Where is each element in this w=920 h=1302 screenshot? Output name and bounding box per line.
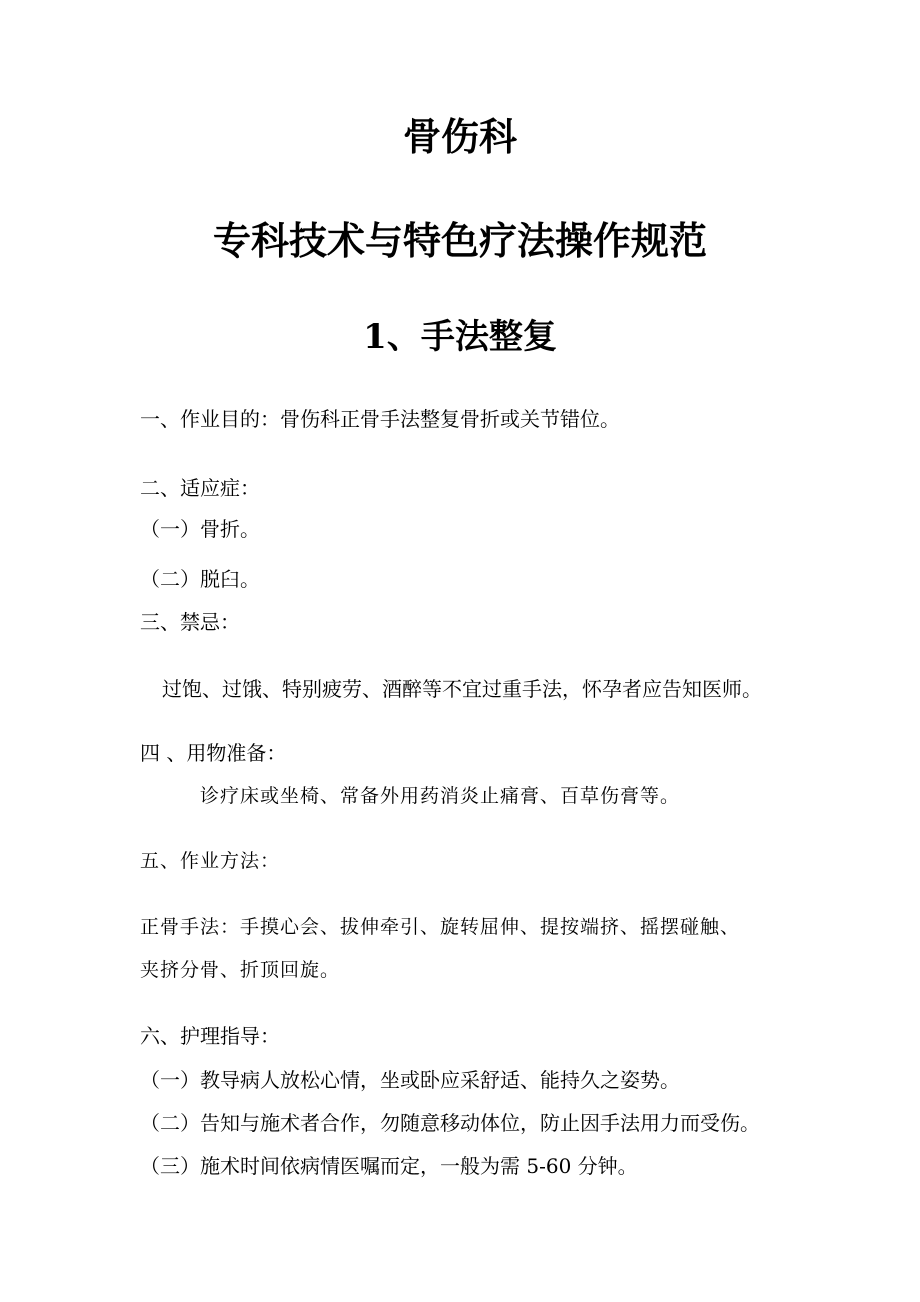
document-title-department: 骨伤科: [402, 114, 517, 159]
section-title: 1、手法整复: [363, 317, 557, 357]
paragraph-materials: 诊疗床或坐椅、常备外用药消炎止痛膏、百草伤膏等。: [200, 785, 681, 807]
heading-materials: 四 、用物准备：: [140, 741, 287, 765]
nursing-item-3: （三）施术时间依病情医嘱而定，一般为需 5-60 分钟。: [140, 1154, 638, 1178]
document-title-main: 专科技术与特色疗法操作规范: [212, 218, 707, 263]
list-item-fracture: （一）骨折。: [140, 517, 260, 541]
nursing-item-1: （一）教导病人放松心情，坐或卧应采舒适、能持久之姿势。: [140, 1068, 680, 1092]
paragraph-contraindications: 过饱、过饿、特别疲劳、酒醉等不宜过重手法，怀孕者应告知医师。: [162, 677, 762, 701]
paragraph-method-line1: 正骨手法：手摸心会、拔伸牵引、旋转屈伸、提按端挤、摇摆碰触、: [140, 916, 741, 938]
nursing-item-2: （二）告知与施术者合作，勿随意移动体位，防止因手法用力而受伤。: [140, 1111, 760, 1135]
paragraph-purpose: 一、作业目的：骨伤科正骨手法整复骨折或关节错位。: [140, 407, 620, 431]
heading-contraindications: 三、禁忌：: [140, 610, 240, 634]
heading-indications: 二、适应症：: [140, 476, 260, 500]
heading-method: 五、作业方法：: [140, 850, 281, 872]
heading-nursing: 六、护理指导：: [140, 1024, 280, 1048]
paragraph-method-line2: 夹挤分骨、折顶回旋。: [140, 959, 341, 981]
list-item-dislocation: （二）脱臼。: [140, 567, 260, 591]
